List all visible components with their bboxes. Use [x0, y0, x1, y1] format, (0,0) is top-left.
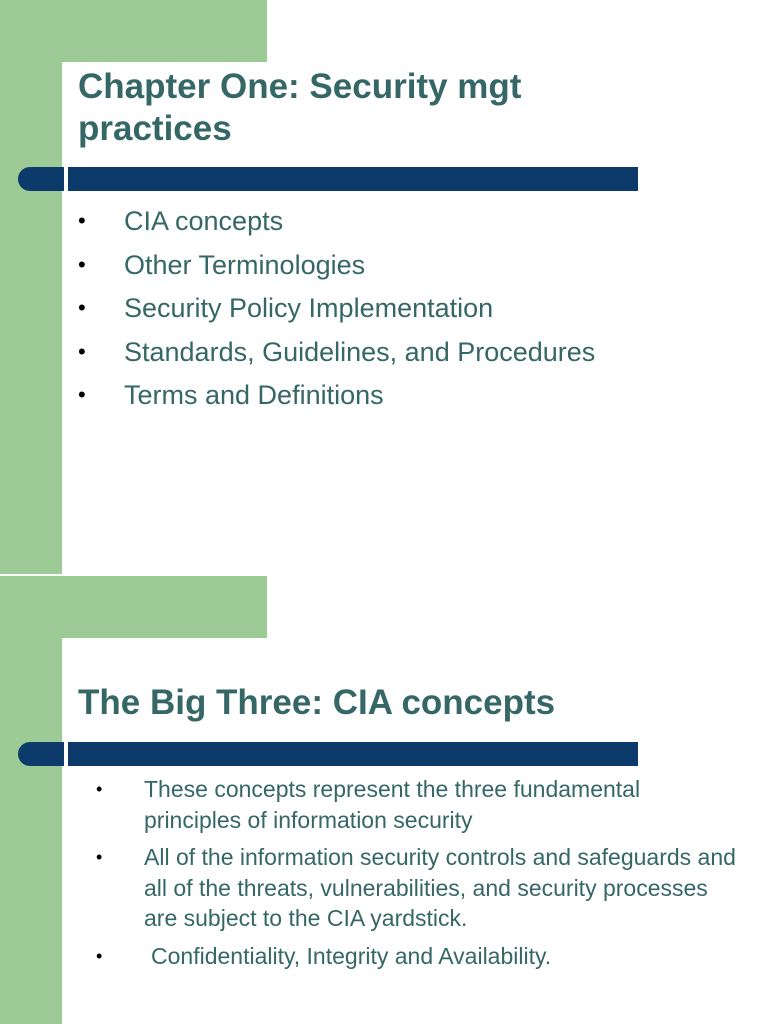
list-item: [96, 774, 736, 835]
bullet-icon: •: [96, 779, 103, 799]
list-item: [78, 247, 738, 291]
list-item-text: Other Terminologies: [124, 249, 366, 280]
list-item: [96, 941, 736, 972]
list-item: [78, 377, 738, 421]
title-divider-bar: [18, 742, 638, 766]
divider-gap: [64, 167, 68, 191]
slide-2: [0, 576, 768, 1024]
list-item-text: Terms and Definitions: [124, 380, 384, 410]
bullet-icon: •: [78, 208, 86, 233]
list-item-text: These concepts represent the three fundamental principles of information security: [144, 776, 641, 833]
list-item-text: Security Policy Implementation: [124, 293, 494, 323]
bullet-icon: •: [78, 251, 86, 277]
bullet-icon: •: [78, 382, 86, 407]
green-side-strip: [0, 576, 62, 1024]
bullet-list: [96, 774, 736, 978]
divider-gap: [64, 742, 68, 766]
bullet-icon: •: [96, 945, 103, 966]
slide-title: The Big Three: CIA concepts: [78, 683, 556, 722]
bullet-icon: •: [78, 338, 86, 364]
green-side-strip: [0, 0, 62, 574]
bullet-icon: •: [78, 295, 86, 320]
list-item: [78, 334, 738, 378]
bullet-list: [78, 203, 738, 421]
list-item-text: All of the information security controls and safeguards and all of the threats, vulnerabilities, and security processes are subject to the CIA yardstick.: [144, 844, 736, 931]
list-item: [96, 842, 736, 934]
list-item-text: Standards, Guidelines, and Procedures: [124, 336, 596, 367]
list-item: [78, 203, 738, 247]
slide-title: Chapter One: Security mgt practices: [78, 67, 522, 148]
title-divider-bar: [18, 167, 638, 191]
list-item-text: Confidentiality, Integrity and Availability.: [151, 942, 552, 969]
list-item: [78, 290, 738, 334]
green-top-block: [0, 576, 267, 638]
bullet-icon: •: [96, 847, 103, 867]
list-item-text: CIA concepts: [124, 206, 284, 236]
green-top-block: [0, 0, 267, 62]
